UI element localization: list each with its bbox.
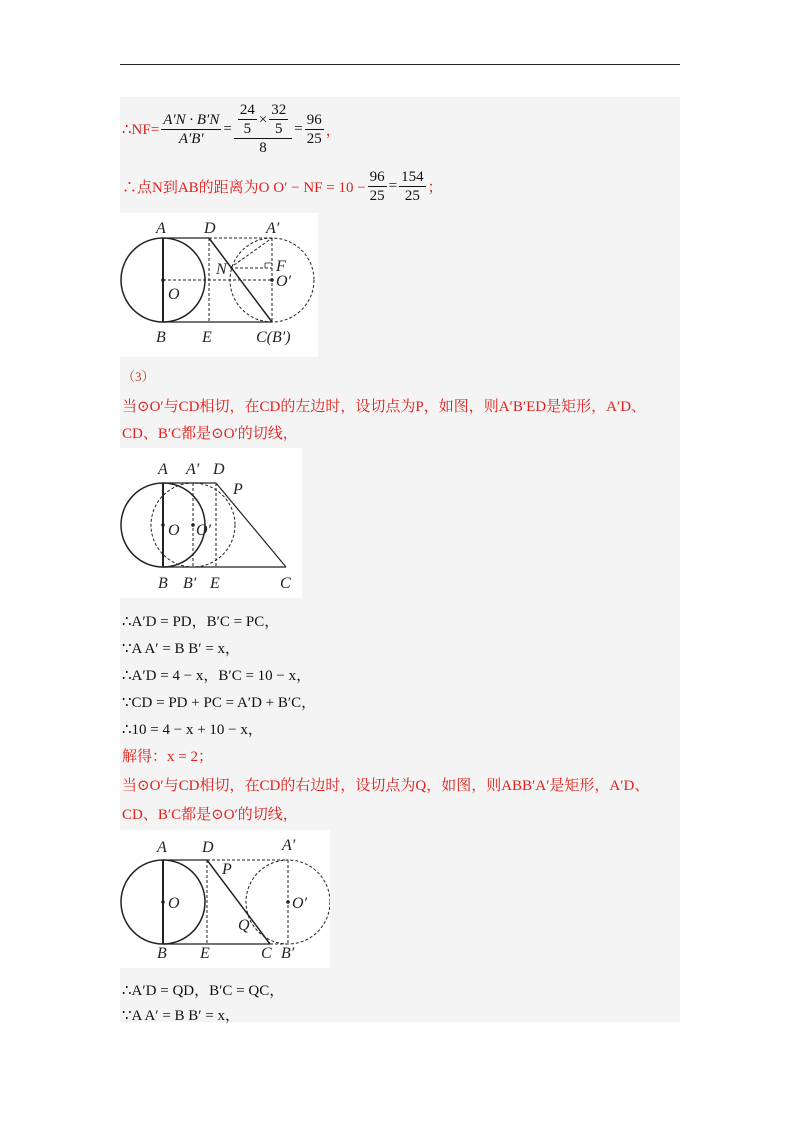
label-E: E xyxy=(202,329,212,346)
label-D: D xyxy=(204,220,216,237)
case-right-line-2: CD、B′C都是⊙O′的切线， xyxy=(122,807,298,823)
header-rule xyxy=(120,64,680,65)
label-O-prime: O′ xyxy=(292,895,308,912)
label-A-prime: A′ xyxy=(266,220,280,237)
label-Q: Q xyxy=(238,917,250,934)
label-O-prime: O′ xyxy=(276,273,292,290)
label-A: A xyxy=(157,839,167,856)
figure-1 xyxy=(120,213,318,357)
label-C: C xyxy=(280,575,291,592)
nf-fraction-1: $\frac{A'N \cdot B'N}{A'B'}$ xyxy=(163,111,220,147)
eq1-2: ∴A′D = 4 − x，B′C = 10 − x， xyxy=(122,668,312,684)
eq1-1: ∵A A′ = B B′ = x， xyxy=(122,641,241,657)
nf-fraction-3: $\frac{96}{25}$ xyxy=(306,111,322,147)
label-F: F xyxy=(276,258,286,275)
label-A-prime: A′ xyxy=(186,461,200,478)
label-C-B-prime: C(B′) xyxy=(256,329,291,346)
label-O: O xyxy=(168,895,180,912)
label-A: A xyxy=(158,461,168,478)
label-B: B xyxy=(157,945,167,962)
label-A-prime: A′ xyxy=(282,837,296,854)
eq1-5: 解得：x = 2； xyxy=(122,749,213,765)
label-O: O xyxy=(168,286,180,303)
eq1-0: ∴A′D = PD，B′C = PC， xyxy=(122,614,280,630)
label-D: D xyxy=(213,461,225,478)
case-left-line-2: CD、B′C都是⊙O′的切线， xyxy=(122,426,298,442)
figure-2 xyxy=(120,448,302,598)
label-P: P xyxy=(222,861,232,878)
eq1-4: ∴10 = 4 − x + 10 − x， xyxy=(122,722,263,738)
eq1-3: ∵CD = PD + PC = A′D + B′C， xyxy=(122,695,317,711)
label-P: P xyxy=(233,481,243,498)
case-left-line-1: 当⊙O′与CD相切，在CD的左边时，设切点为P，如图，则A′B′ED是矩形，A′D、 xyxy=(122,399,647,415)
nf-lhs: ∴NF= xyxy=(122,121,160,138)
eq2-1: ∵A A′ = B B′ = x， xyxy=(122,1008,241,1024)
label-E: E xyxy=(210,575,220,592)
label-B-prime: B′ xyxy=(281,945,295,962)
label-C: C xyxy=(261,945,272,962)
label-A: A xyxy=(156,220,166,237)
figure-3 xyxy=(120,830,330,968)
distance-line: ∴点N到AB的距离为O O′ − NF = 10 − $\frac{96}{25}$ = $\frac{154}{25}$ ； xyxy=(122,168,443,204)
label-B: B xyxy=(158,575,168,592)
label-B-prime: B′ xyxy=(183,575,197,592)
label-N: N xyxy=(216,261,227,278)
label-O: O xyxy=(168,522,180,539)
label-B: B xyxy=(156,329,166,346)
part-3-label: （3） xyxy=(122,369,155,384)
label-O-prime: O′ xyxy=(196,522,212,539)
label-E: E xyxy=(200,945,210,962)
nf-formula: ∴NF= $\frac{A'N \cdot B'N}{A'B'}$ = $\frac{24}{5}$ × $\frac{32}{5}$ 8 = $\frac{96}{25}$ ， xyxy=(122,102,341,156)
label-D: D xyxy=(202,839,214,856)
nf-fraction-2: $\frac{24}{5}$ × $\frac{32}{5}$ 8 xyxy=(234,101,292,157)
eq2-0: ∴A′D = QD，B′C = QC， xyxy=(122,983,285,999)
case-right-line-1: 当⊙O′与CD相切，在CD的右边时，设切点为Q，如图，则ABB′A′是矩形，A′D、 xyxy=(122,778,650,794)
